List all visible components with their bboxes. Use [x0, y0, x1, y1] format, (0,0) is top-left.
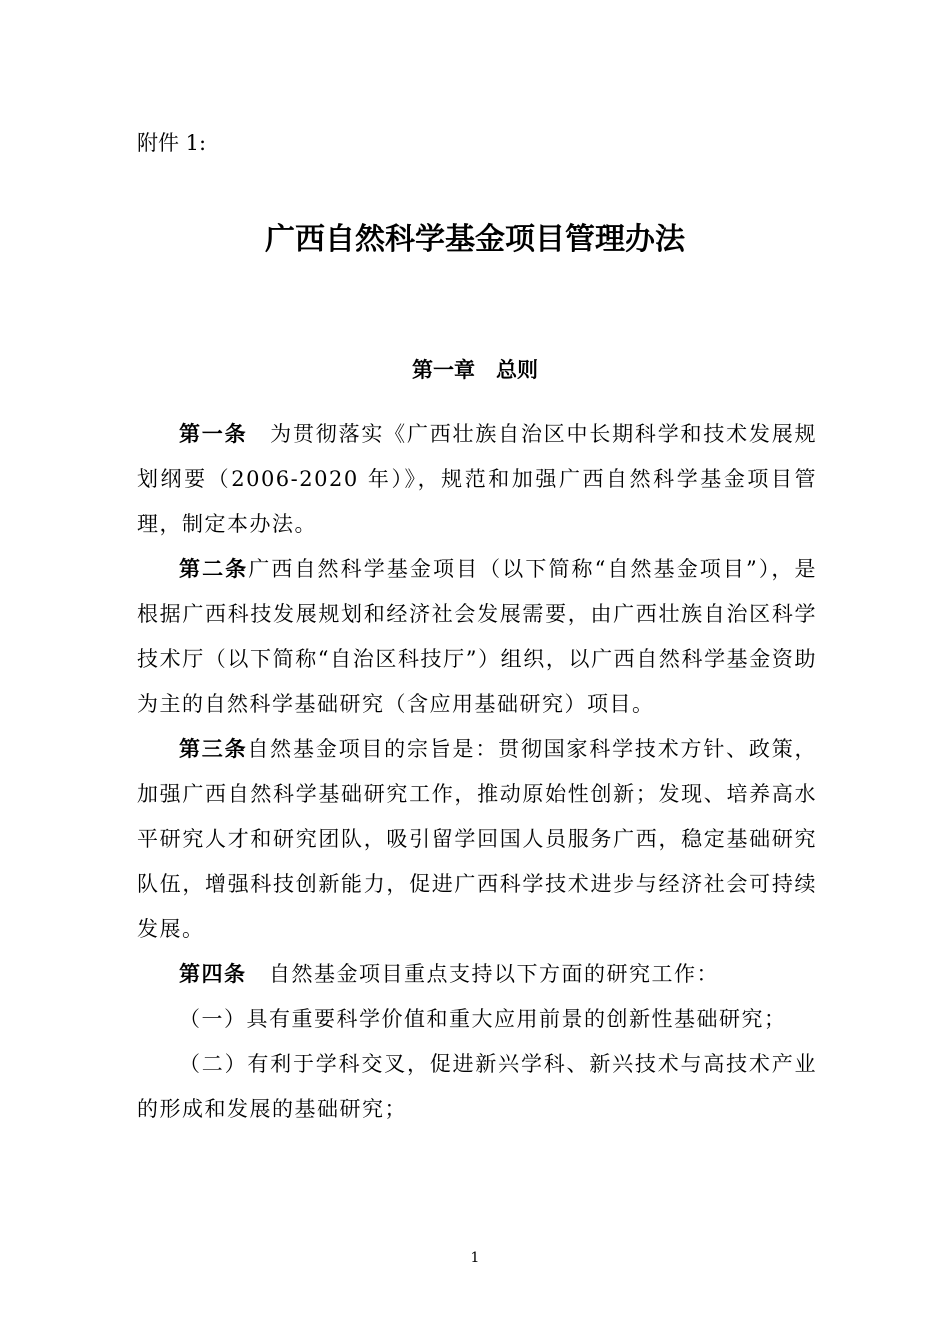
article-text: 自然基金项目的宗旨是：贯彻国家科学技术方针、政策，加强广西自然科学基础研究工作，推动原始性创新；发现、培养高水平研究人才和研究团队，吸引留学回国人员服务广西，稳定基础研究队伍，增强科技创新能力，促进广西科学技术进步与经济社会可持续发展。 [137, 737, 817, 941]
article-1 [137, 412, 817, 547]
article-text: 为贯彻落实《广西壮族自治区中长期科学和技术发展规划纲要（2006-2020 年）》，规范和加强广西自然科学基金项目管理，制定本办法。 [137, 422, 817, 536]
list-item: （二）有利于学科交叉，促进新兴学科、新兴技术与高技术产业的形成和发展的基础研究； [137, 1052, 817, 1121]
article-text: 自然基金项目重点支持以下方面的研究工作： [246, 962, 719, 986]
article-label: 第三条 [179, 737, 248, 761]
article-4 [137, 952, 817, 997]
article-label: 第四条 [179, 962, 247, 986]
document-body [137, 412, 817, 1132]
document-title: 广西自然科学基金项目管理办法 [265, 222, 685, 257]
article-label: 第二条 [179, 557, 249, 581]
article-text: 广西自然科学基金项目（以下简称“自然基金项目”），是根据广西科技发展规划和经济社会发展需要，由广西壮族自治区科学技术厅（以下简称“自治区科技厅”）组织，以广西自然科学基金资助为主的自然科学基础研究（含应用基础研究）项目。 [137, 557, 817, 716]
list-item: （一）具有重要科学价值和重大应用前景的创新性基础研究； [179, 1007, 787, 1031]
article-3 [137, 727, 817, 952]
article-2 [137, 547, 817, 727]
attachment-label: 附件 1: [137, 131, 207, 155]
chapter-heading: 第一章 总则 [412, 358, 538, 382]
article-label: 第一条 [179, 422, 248, 446]
page-number: 1 [470, 1250, 480, 1266]
